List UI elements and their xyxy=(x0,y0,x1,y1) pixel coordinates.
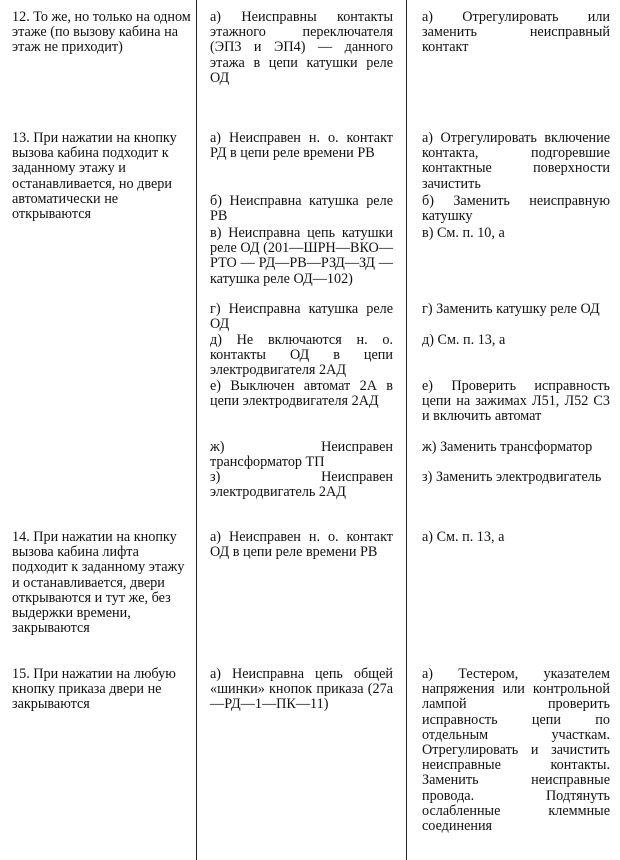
row-number: 12. xyxy=(12,9,30,25)
row-number: 15. xyxy=(12,666,30,682)
fault-row-15 xyxy=(12,667,194,713)
cause-entry: д) Не включаются н. о. контакты ОД в цепи электродвигателя 2АД xyxy=(210,332,393,379)
cause-entry: а) Неисправны контакты этажного переключателя (ЭП3 и ЭП4) — данного этажа в цепи катушки реле ОД xyxy=(210,9,393,86)
remedy-entry: а) Тестером, указателем напряжения или контрольной лампой проверить исправность цепи по отдельным участкам. Отрегулировать и зачистить неисправные контакты. Заменить неисправные провода. Подтянуть ослабленные клеммные соединения xyxy=(422,666,610,835)
cause-entry: г) Неисправна катушка реле ОД xyxy=(210,301,393,333)
remedy-entry: ж) Заменить трансформатор xyxy=(422,439,593,455)
cause-entry: б) Неисправна катушка реле РВ xyxy=(210,193,393,225)
fault-text: При нажатии на кнопку вызова кабина подходит к заданному этажу и останавливается, но двери автоматически не открываются xyxy=(12,130,177,223)
cause-entry: ж) Неисправен трансформатор ТП xyxy=(210,439,393,471)
remedy-entry: а) Отрегулировать включение контакта, подгоревшие контактные поверхности зачистить xyxy=(422,130,610,192)
row-number: 13. xyxy=(12,130,30,146)
remedy-entry: г) Заменить катушку реле ОД xyxy=(422,301,600,317)
cause-entry: з) Неисправен электродвигатель 2АД xyxy=(210,469,393,501)
cause-entry: а) Неисправен н. о. контакт ОД в цепи реле времени РВ xyxy=(210,529,393,561)
remedy-entry: д) См. п. 13, а xyxy=(422,332,506,348)
cause-entry: е) Выключен автомат 2А в цепи электродвигателя 2АД xyxy=(210,378,393,410)
row-number: 14. xyxy=(12,529,30,545)
remedy-entry: а) Отрегулировать или заменить неисправный контакт xyxy=(422,9,610,56)
fault-row-12 xyxy=(12,10,194,56)
fault-text: То же, но только на одном этаже (по вызову кабина на этаж не приходит) xyxy=(12,9,191,56)
remedy-entry: а) См. п. 13, а xyxy=(422,529,505,545)
cause-entry: а) Неисправен н. о. контакт РД в цепи реле времени РВ xyxy=(210,130,393,162)
fault-row-13 xyxy=(12,131,194,222)
fault-text: При нажатии на любую кнопку приказа двери не закрываются xyxy=(12,666,176,713)
remedy-entry: з) Заменить электродвигатель xyxy=(422,469,602,485)
fault-text: При нажатии на кнопку вызова кабина лифта подходит к заданному этажу и останавливается, двери открываются и тут же, без выдержки времени, закрываются xyxy=(12,529,185,637)
cause-entry: а) Неисправна цепь общей «шинки» кнопок приказа (27а—РД—1—ПК—11) xyxy=(210,666,393,713)
remedy-entry: б) Заменить неисправную катушку xyxy=(422,193,610,225)
remedy-entry: е) Проверить исправность цепи на зажимах Л51, Л52 С3 и включить автомат xyxy=(422,378,610,425)
fault-row-14 xyxy=(12,530,194,636)
cause-entry: в) Неисправна цепь катушки реле ОД (201—ШРН—ВКО—РТО — РД—РВ—РЗД—ЗД — катушка реле ОД—102) xyxy=(210,225,393,287)
column-divider xyxy=(406,0,407,860)
remedy-entry: в) См. п. 10, а xyxy=(422,225,505,241)
column-divider xyxy=(196,0,197,860)
